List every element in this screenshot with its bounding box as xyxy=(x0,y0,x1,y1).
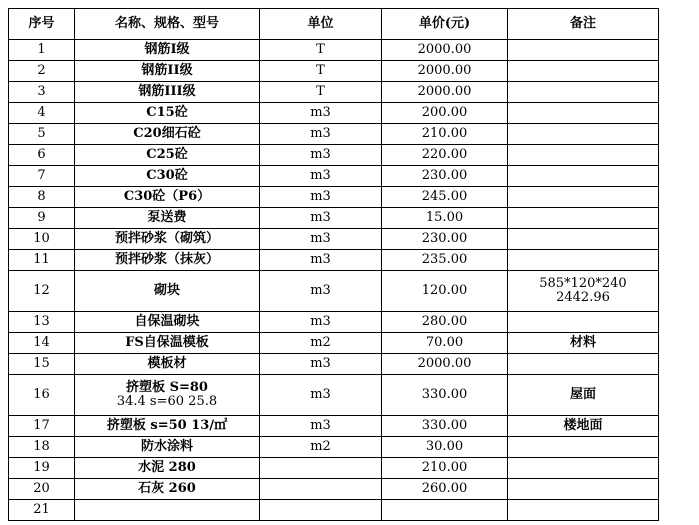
cell-note xyxy=(508,103,659,124)
cell-unit: m3 xyxy=(260,208,382,229)
cell-unit: m2 xyxy=(260,333,382,354)
cell-price: 210.00 xyxy=(382,458,508,479)
cell-price: 120.00 xyxy=(382,271,508,312)
header-unit: 单位 xyxy=(260,9,382,40)
cell-note: 材料 xyxy=(508,333,659,354)
header-row xyxy=(9,9,659,40)
table-row xyxy=(9,208,659,229)
cell-price: 15.00 xyxy=(382,208,508,229)
cell-seq: 14 xyxy=(9,333,75,354)
cell-unit: m3 xyxy=(260,187,382,208)
cell-note xyxy=(508,479,659,500)
cell-seq: 8 xyxy=(9,187,75,208)
cell-seq: 4 xyxy=(9,103,75,124)
cell-note xyxy=(508,166,659,187)
cell-name: C15砼 xyxy=(75,103,260,124)
cell-price: 2000.00 xyxy=(382,82,508,103)
cell-name: 水泥 280 xyxy=(75,458,260,479)
cell-name: C30砼 xyxy=(75,166,260,187)
price-table xyxy=(8,8,659,521)
cell-name: FS自保温模板 xyxy=(75,333,260,354)
table-row xyxy=(9,103,659,124)
cell-name: 钢筋I级 xyxy=(75,40,260,61)
cell-seq: 20 xyxy=(9,479,75,500)
cell-seq: 11 xyxy=(9,250,75,271)
cell-seq: 9 xyxy=(9,208,75,229)
cell-name: C20细石砼 xyxy=(75,124,260,145)
header-note: 备注 xyxy=(508,9,659,40)
cell-price xyxy=(382,500,508,521)
cell-price: 220.00 xyxy=(382,145,508,166)
cell-note xyxy=(508,40,659,61)
cell-note xyxy=(508,61,659,82)
table-row xyxy=(9,61,659,82)
cell-price: 2000.00 xyxy=(382,354,508,375)
cell-unit: m3 xyxy=(260,103,382,124)
cell-unit xyxy=(260,458,382,479)
cell-note xyxy=(508,500,659,521)
cell-price: 280.00 xyxy=(382,312,508,333)
cell-unit: m2 xyxy=(260,437,382,458)
cell-unit: m3 xyxy=(260,124,382,145)
name-line-1: 挤塑板 S=80 xyxy=(126,380,208,395)
table-row xyxy=(9,354,659,375)
cell-unit: m3 xyxy=(260,416,382,437)
cell-note xyxy=(508,208,659,229)
table-row xyxy=(9,271,659,312)
cell-name: 砌块 xyxy=(75,271,260,312)
cell-unit: m3 xyxy=(260,312,382,333)
cell-name: 自保温砌块 xyxy=(75,312,260,333)
cell-note xyxy=(508,312,659,333)
cell-seq: 6 xyxy=(9,145,75,166)
cell-unit: m3 xyxy=(260,354,382,375)
cell-note xyxy=(508,187,659,208)
cell-price: 210.00 xyxy=(382,124,508,145)
header-seq: 序号 xyxy=(9,9,75,40)
cell-seq: 21 xyxy=(9,500,75,521)
cell-note xyxy=(508,82,659,103)
cell-price: 200.00 xyxy=(382,103,508,124)
table-row xyxy=(9,375,659,416)
cell-price: 230.00 xyxy=(382,229,508,250)
cell-name: 挤塑板 s=50 13/㎡ xyxy=(75,416,260,437)
cell-price: 70.00 xyxy=(382,333,508,354)
note-line-2: 2442.96 xyxy=(556,290,610,305)
cell-note xyxy=(508,437,659,458)
cell-note: 楼地面 xyxy=(508,416,659,437)
cell-note xyxy=(508,250,659,271)
cell-unit: T xyxy=(260,40,382,61)
table-row xyxy=(9,229,659,250)
note-line-1: 585*120*240 xyxy=(539,276,627,291)
cell-seq: 10 xyxy=(9,229,75,250)
cell-note: 屋面 xyxy=(508,375,659,416)
cell-unit xyxy=(260,500,382,521)
cell-name xyxy=(75,375,260,416)
table-row xyxy=(9,500,659,521)
cell-name xyxy=(75,500,260,521)
cell-price: 235.00 xyxy=(382,250,508,271)
table-row xyxy=(9,250,659,271)
table-row xyxy=(9,187,659,208)
table-row xyxy=(9,124,659,145)
cell-seq: 18 xyxy=(9,437,75,458)
cell-price: 245.00 xyxy=(382,187,508,208)
cell-seq: 13 xyxy=(9,312,75,333)
cell-name: 防水涂料 xyxy=(75,437,260,458)
cell-seq: 15 xyxy=(9,354,75,375)
cell-note xyxy=(508,229,659,250)
cell-note xyxy=(508,124,659,145)
cell-price: 2000.00 xyxy=(382,40,508,61)
cell-seq: 5 xyxy=(9,124,75,145)
cell-unit xyxy=(260,479,382,500)
cell-price: 260.00 xyxy=(382,479,508,500)
table-row xyxy=(9,458,659,479)
cell-note xyxy=(508,458,659,479)
cell-name: C25砼 xyxy=(75,145,260,166)
cell-price: 330.00 xyxy=(382,416,508,437)
header-name: 名称、规格、型号 xyxy=(75,9,260,40)
cell-seq: 7 xyxy=(9,166,75,187)
table-row xyxy=(9,312,659,333)
cell-unit: m3 xyxy=(260,375,382,416)
cell-note xyxy=(508,271,659,312)
cell-name: 钢筋III级 xyxy=(75,82,260,103)
cell-price: 30.00 xyxy=(382,437,508,458)
cell-unit: T xyxy=(260,61,382,82)
name-line-2: 34.4 s=60 25.8 xyxy=(116,394,218,409)
cell-name: 钢筋II级 xyxy=(75,61,260,82)
cell-unit: m3 xyxy=(260,250,382,271)
cell-seq: 3 xyxy=(9,82,75,103)
cell-name: 预拌砂浆（砌筑） xyxy=(75,229,260,250)
cell-seq: 1 xyxy=(9,40,75,61)
cell-name: 预拌砂浆（抹灰） xyxy=(75,250,260,271)
table-row xyxy=(9,40,659,61)
table-row xyxy=(9,82,659,103)
cell-seq: 2 xyxy=(9,61,75,82)
cell-seq: 12 xyxy=(9,271,75,312)
cell-unit: m3 xyxy=(260,271,382,312)
table-row xyxy=(9,416,659,437)
table-row xyxy=(9,145,659,166)
cell-price: 330.00 xyxy=(382,375,508,416)
cell-unit: m3 xyxy=(260,166,382,187)
header-price: 单价(元) xyxy=(382,9,508,40)
table-row xyxy=(9,166,659,187)
cell-name: 泵送费 xyxy=(75,208,260,229)
table-row xyxy=(9,479,659,500)
table-row xyxy=(9,333,659,354)
cell-unit: m3 xyxy=(260,229,382,250)
cell-note xyxy=(508,145,659,166)
cell-name: C30砼（P6） xyxy=(75,187,260,208)
cell-name: 模板材 xyxy=(75,354,260,375)
cell-note xyxy=(508,354,659,375)
cell-seq: 16 xyxy=(9,375,75,416)
cell-name: 石灰 260 xyxy=(75,479,260,500)
cell-unit: m3 xyxy=(260,145,382,166)
cell-unit: T xyxy=(260,82,382,103)
cell-seq: 19 xyxy=(9,458,75,479)
cell-price: 230.00 xyxy=(382,166,508,187)
cell-price: 2000.00 xyxy=(382,61,508,82)
cell-seq: 17 xyxy=(9,416,75,437)
table-row xyxy=(9,437,659,458)
